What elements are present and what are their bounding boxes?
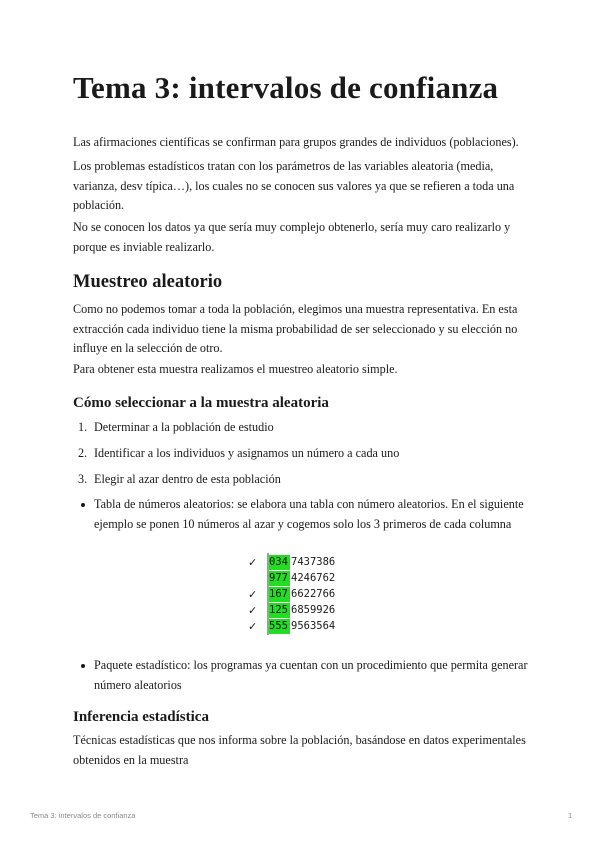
remaining-digits: 6859926 [291,604,336,616]
remaining-digits: 4246762 [291,572,336,584]
intro-paragraph-3: No se conocen los datos ya que sería muy complejo obtenerlo, sería muy caro realizarlo y porque es inviable realizarlo. [73,220,511,254]
list-item-text: Tabla de números aleatorios: se elabora una tabla con número aleatorios. En el siguiente ejemplo se ponen 10 números al azar y cogemos solo los 3 primeros de cada columna [94,497,524,531]
bullet-icon [81,664,85,668]
selected-digits: 125 [269,603,290,618]
list-number: 1. [78,420,88,434]
list-item-text: Determinar a la población de estudio [94,420,274,434]
remaining-digits: 7437386 [291,556,336,568]
selected-digits: 034 [269,555,290,570]
bullet-icon [81,503,85,507]
list-item-text: Identificar a los individuos y asignamos un número a cada uno [94,446,400,460]
checkmark-icon: ✓ [248,556,258,569]
list-item-text: Elegir al azar dentro de esta población [94,472,281,486]
table-row [248,571,373,586]
intro-paragraph-1: Las afirmaciones científicas se confirman para grupos grandes de individuos (poblaciones). [73,135,519,149]
page-title: Tema 3: intervalos de confianza [73,70,499,105]
heading-como-seleccionar: Cómo seleccionar a la muestra aleatoria [73,395,329,411]
remaining-digits: 6622766 [291,588,336,600]
table-row [248,587,373,602]
muestreo-paragraph-2: Para obtener esta muestra realizamos el muestreo aleatorio simple. [73,362,398,376]
list-item-text: Paquete estadístico: los programas ya cuentan con un procedimiento que permita generar número aleatorios [94,658,528,692]
heading-muestreo-aleatorio: Muestreo aleatorio [73,272,223,292]
footer-page-number: 1 [568,811,573,820]
table-row [248,619,373,634]
muestreo-paragraph-1: Como no podemos tomar a toda la población, elegimos una muestra representativa. En esta extracción cada individuo tiene la misma probabilidad de ser seleccionado y su elección no influye en la selección de otro. [73,302,518,355]
list-number: 2. [78,446,88,460]
table-row [248,603,373,618]
table-row [248,555,373,570]
checkmark-icon: ✓ [248,620,258,633]
heading-inferencia: Inferencia estadística [73,709,209,725]
selected-digits: 167 [269,587,290,602]
intro-paragraph-2: Los problemas estadísticos tratan con los parámetros de las variables aleatoria (media, varianza, desv típica…), los cuales no se conocen sus valores ya que se refieren a toda una población. [73,159,515,212]
selected-digits: 555 [269,619,290,634]
random-numbers-table [248,553,373,635]
remaining-digits: 9563564 [291,620,336,632]
checkmark-icon: ✓ [248,604,258,617]
list-number: 3. [78,472,88,486]
inferencia-paragraph: Técnicas estadísticas que nos informa sobre la población, basándose en datos experimentales obtenidos en la muestra [73,733,526,767]
selected-digits: 977 [269,571,290,586]
checkmark-icon: ✓ [248,588,258,601]
footer-title: Tema 3: intervalos de confianza [30,811,136,820]
